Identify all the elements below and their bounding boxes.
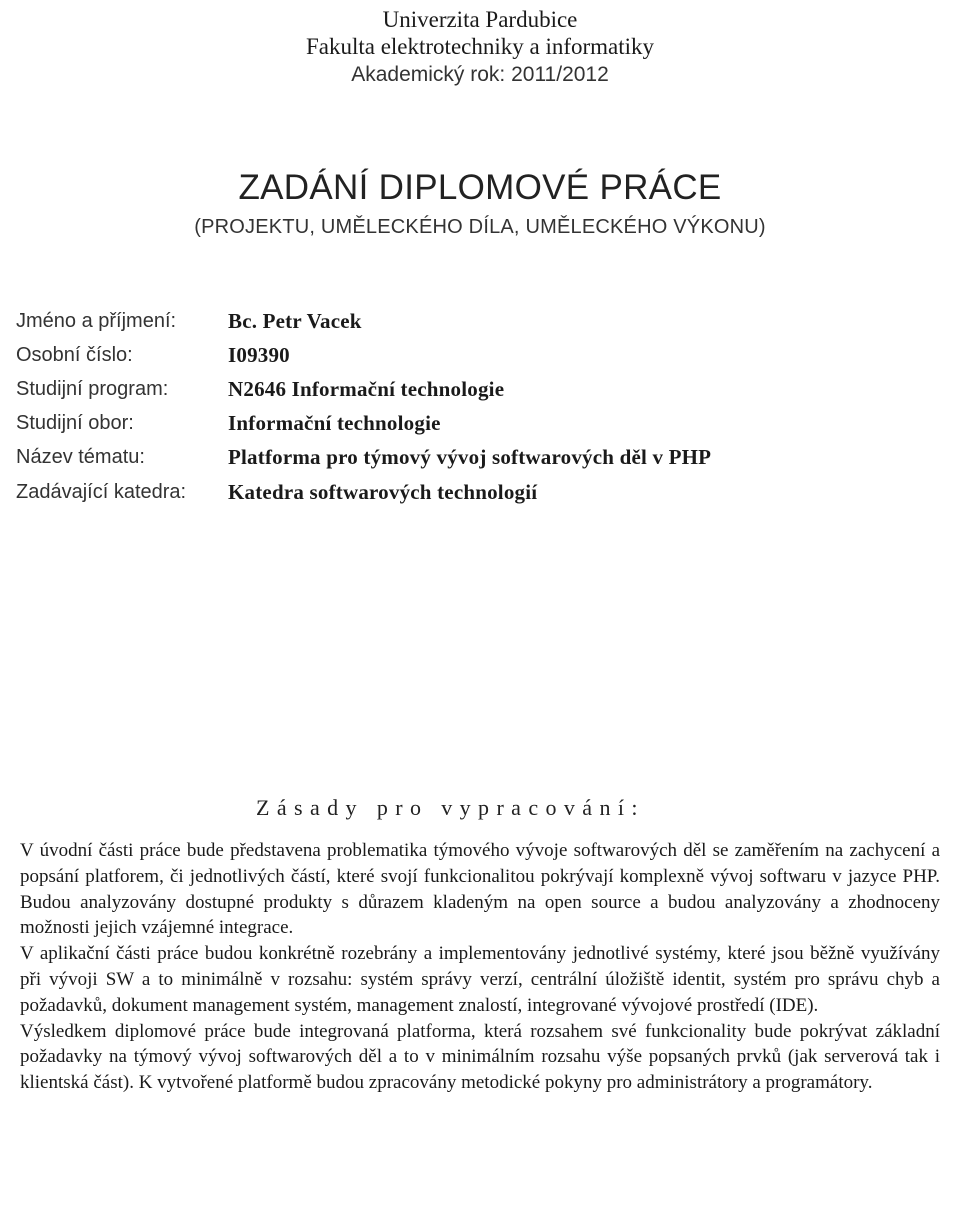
student-info-table — [16, 304, 711, 509]
field-label: Studijní obor: — [16, 412, 134, 435]
field-row-study-program — [16, 372, 711, 406]
guidelines-paragraph: V aplikační části práce budou konkrétně rozebrány a implementovány jednotlivé systémy, které jsou běžně využívány při vývoji SW a to minimálně v rozsahu: systém správy verzí, centrální úložiště identit, systém pro správu chyb a požadavků, dokument management systém, management znalostí, integrované vývojové prostředí (IDE). — [20, 943, 940, 1016]
field-row-topic — [16, 441, 711, 475]
field-row-study-field — [16, 407, 711, 441]
field-label: Jméno a příjmení: — [16, 309, 177, 332]
guidelines-paragraph: Výsledkem diplomové práce bude integrovaná platforma, která rozsahem své funkcionality bude pokrývat základní požadavky na týmový vývoj softwarových děl a to v minimálním rozsahu výše popsaných prvků (jak serverová tak i klientská část). K vytvořené platformě budou zpracovány metodické pokyny pro administrátory a programátory. — [20, 1020, 940, 1094]
field-label: Studijní program: — [16, 377, 169, 400]
field-row-personal-number — [16, 338, 711, 372]
guidelines-body — [20, 838, 940, 1096]
document-subtitle: (PROJEKTU, UMĚLECKÉHO DÍLA, UMĚLECKÉHO VÝKONU) — [194, 216, 766, 238]
field-value: N2646 Informační technologie — [228, 376, 505, 401]
field-value: Informační technologie — [228, 411, 441, 436]
document-header — [0, 6, 960, 88]
field-label: Zadávající katedra: — [16, 480, 187, 503]
field-value: Platforma pro týmový vývoj softwarových děl v PHP — [228, 445, 712, 470]
academic-year: Akademický rok: 2011/2012 — [351, 63, 609, 86]
document-title: ZADÁNÍ DIPLOMOVÉ PRÁCE — [238, 168, 722, 207]
faculty-name: Fakulta elektrotechniky a informatiky — [305, 34, 655, 59]
field-value: Katedra softwarových technologií — [228, 479, 538, 504]
university-name: Univerzita Pardubice — [382, 7, 578, 32]
guidelines-paragraph: V úvodní části práce bude představena problematika týmového vývoje softwarových děl se zaměřením na zachycení a popsání platforem, či jednotlivých částí, které svojí funkcionalitou pokrývají komplexně vývoj softwaru v jazyce PHP. Budou analyzovány dostupné produkty s důrazem kladeným na open source a budou analyzovány a zhodnoceny možnosti jejich vzájemné integrace. — [20, 840, 940, 939]
guidelines-heading: Zásady pro vypracování: — [256, 795, 645, 820]
field-label: Osobní číslo: — [16, 343, 133, 366]
field-row-name — [16, 304, 711, 338]
field-row-department — [16, 475, 711, 509]
field-value: I09390 — [228, 342, 290, 367]
document-title-block — [0, 168, 960, 239]
field-label: Název tématu: — [16, 446, 145, 469]
field-value: Bc. Petr Vacek — [228, 308, 362, 333]
